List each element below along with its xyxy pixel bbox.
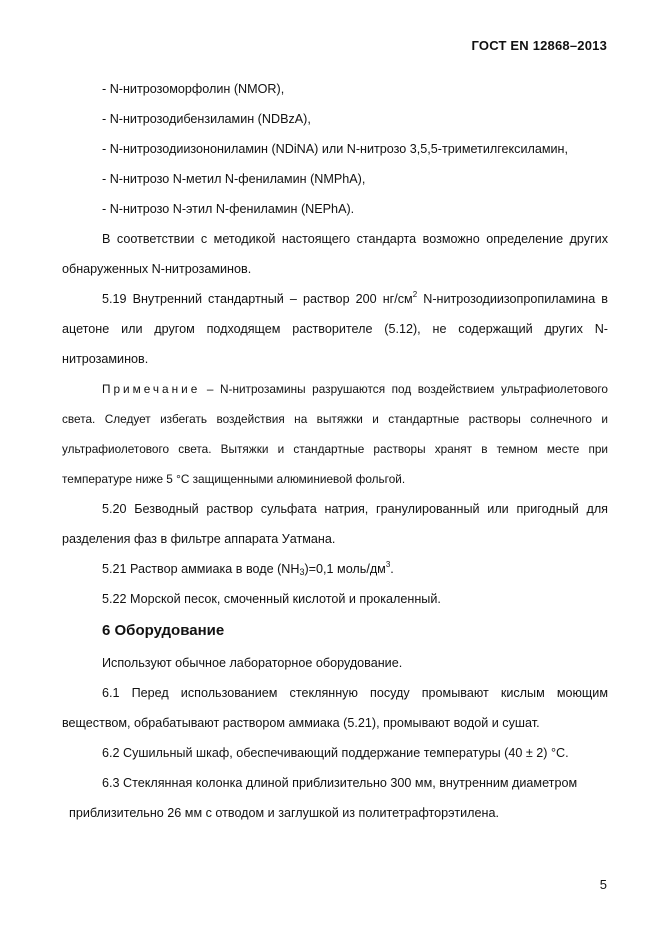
list-item: - N-нитрозоморфолин (NMOR),	[102, 82, 285, 96]
paragraph-6-3-line1: 6.3 Стеклянная колонка длиной приблизительно 300 мм, внутренним диаметром	[102, 776, 578, 790]
paragraph-method: В соответствии с методикой настоящего стандарта возможно определение других обнаруженных N-нитрозаминов.	[62, 232, 608, 276]
paragraph-5-19-text-b: N-нитрозодиизопропиламина в ацетоне или другом подходящем растворителе (5.12), не содержащий других N-нитрозаминов.	[62, 292, 608, 366]
note-paragraph	[62, 374, 608, 494]
paragraph-5-19-sup: 2	[412, 290, 418, 299]
page-number: 5	[599, 877, 607, 892]
list-item: - N-нитрозодибензиламин (NDBzA),	[102, 112, 311, 126]
page-content	[62, 74, 608, 828]
paragraph-5-21-text-c: .	[390, 562, 394, 576]
paragraph-6-1: 6.1 Перед использованием стеклянную посуду промывают кислым моющим веществом, обрабатывают раствором аммиака (5.21), промывают водой и сушат.	[62, 686, 608, 730]
paragraph-5-22: 5.22 Морской песок, смоченный кислотой и прокаленный.	[102, 592, 441, 606]
note-label: Примечание	[102, 382, 201, 396]
paragraph-6-3-line2: приблизительно 26 мм с отводом и заглушкой из политетрафторэтилена.	[62, 806, 499, 820]
paragraph-5-21-sup: 3	[385, 560, 391, 569]
document-header: ГОСТ EN 12868–2013	[471, 38, 607, 53]
note-text: – N-нитрозамины разрушаются под воздействием ультрафиолетового света. Следует избегать воздействия на вытяжки и стандартные растворы солнечного и ультрафиолетового света. Вытяжки и стандартные растворы хранят в темном месте при температуре ниже 5 °С защищенными алюминиевой фольгой.	[62, 382, 608, 486]
paragraph-6-2: 6.2 Сушильный шкаф, обеспечивающий поддержание температуры (40 ± 2) °С.	[102, 746, 569, 760]
paragraph-6-intro: Используют обычное лабораторное оборудование.	[102, 656, 403, 670]
list-item: - N-нитрозо N-этил N-фениламин (NEPhA).	[102, 202, 355, 216]
list-item: - N-нитрозо N-метил N-фениламин (NMPhA),	[102, 172, 366, 186]
paragraph-5-20: 5.20 Безводный раствор сульфата натрия, гранулированный или пригодный для разделения фаз в фильтре аппарата Уатмана.	[62, 502, 608, 546]
list-item: - N-нитрозодиизонониламин (NDiNA) или N-нитрозо 3,5,5-триметилгексиламин,	[102, 142, 569, 156]
paragraph-5-21	[62, 554, 608, 584]
paragraph-5-19-text-a: 5.19 Внутренний стандартный – раствор 200 нг/см	[102, 292, 413, 306]
paragraph-5-21-text-b: )=0,1 моль/дм	[304, 562, 386, 576]
paragraph-5-21-sub: 3	[299, 567, 305, 577]
section-heading: 6 Оборудование	[102, 622, 225, 639]
paragraph-5-21-text-a: 5.21 Раствор аммиака в воде (NH	[102, 562, 300, 576]
paragraph-5-19	[62, 284, 608, 374]
